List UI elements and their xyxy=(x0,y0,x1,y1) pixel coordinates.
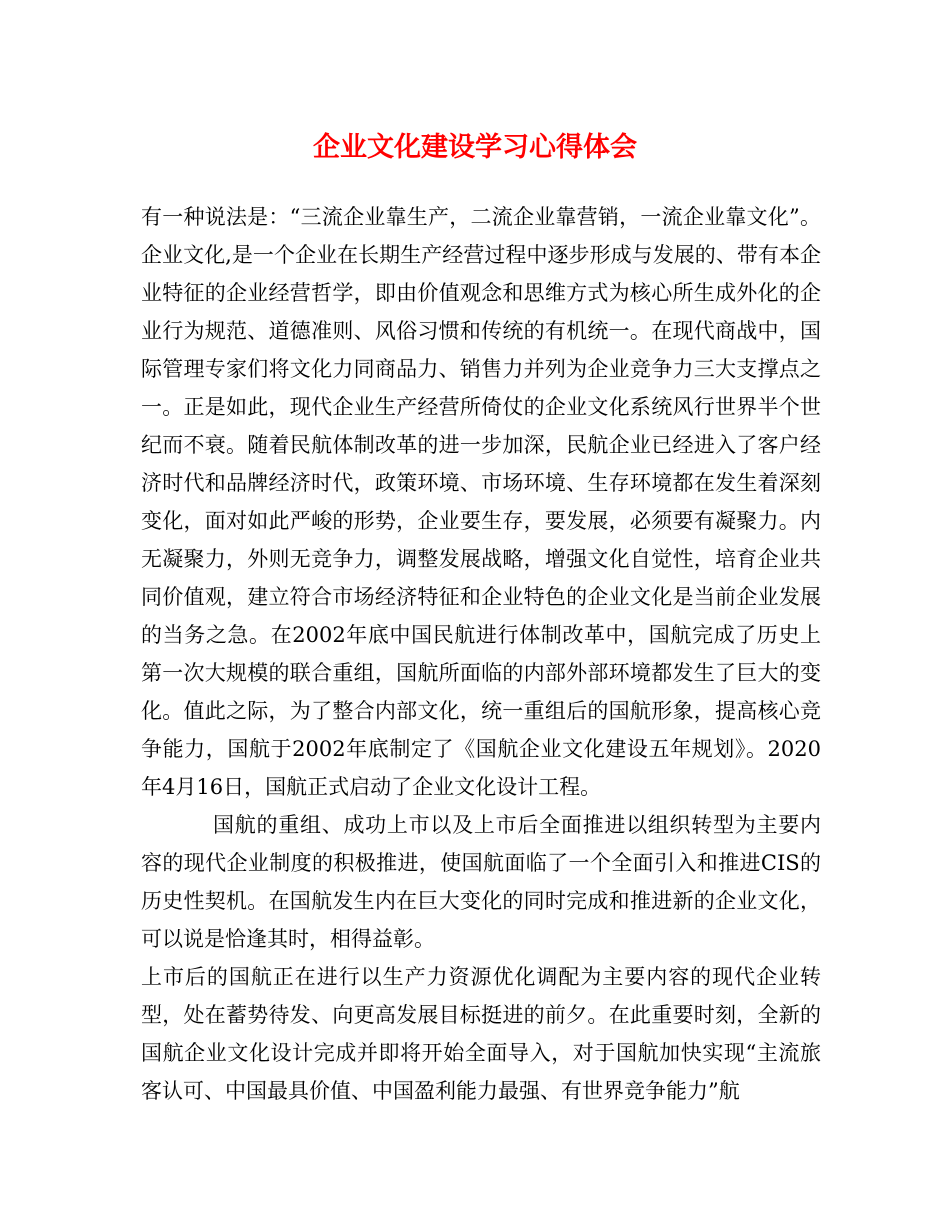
paragraph-1: 有一种说法是：“三流企业靠生产，二流企业靠营销，一流企业靠文化”。企业文化,是一个企业在长期生产经营过程中逐步形成与发展的、带有本企业特征的企业经营哲学，即由价值观念和思维方式为核心所生成外化的企业行为规范、道德准则、风俗习惯和传统的有机统一。在现代商战中，国际管理专家们将文化力同商品力、销售力并列为企业竞争力三大支撑点之一。正是如此，现代企业生产经营所倚仗的企业文化系统风行世界半个世纪而不衰。随着民航体制改革的进一步加深，民航企业已经进入了客户经济时代和品牌经济时代，政策环境、市场环境、生存环境都在发生着深刻变化，面对如此严峻的形势，企业要生存，要发展，必须要有凝聚力。内无凝聚力，外则无竞争力，调整发展战略，增强文化自觉性，培育企业共同价值观，建立符合市场经济特征和企业特色的企业文化是当前企业发展的当务之急。在2002年底中国民航进行体制改革中，国航完成了历史上第一次大规模的联合重组，国航所面临的内部外部环境都发生了巨大的变化。值此之际，为了整合内部文化，统一重组后的国航形象，提高核心竞争能力，国航于2002年底制定了《国航企业文化建设五年规划》。2020年4月16日，国航正式启动了企业文化设计工程。 xyxy=(141,205,821,799)
document-body xyxy=(141,198,821,1110)
paragraph-3: 上市后的国航正在进行以生产力资源优化调配为主要内容的现代企业转型，处在蓄势待发、向更高发展目标挺进的前夕。在此重要时刻，全新的国航企业文化设计完成并即将开始全面导入，对于国航加快实现“主流旅客认可、中国最具价值、中国盈利能力最强、有世界竞争能力”航 xyxy=(141,965,821,1103)
paragraph-2: 国航的重组、成功上市以及上市后全面推进以组织转型为主要内容的现代企业制度的积极推进，使国航面临了一个全面引入和推进CIS的历史性契机。在国航发生内在巨大变化的同时完成和推进新的企业文化，可以说是恰逢其时，相得益彰。 xyxy=(141,813,821,951)
document-title: 企业文化建设学习心得体会 xyxy=(313,132,637,163)
